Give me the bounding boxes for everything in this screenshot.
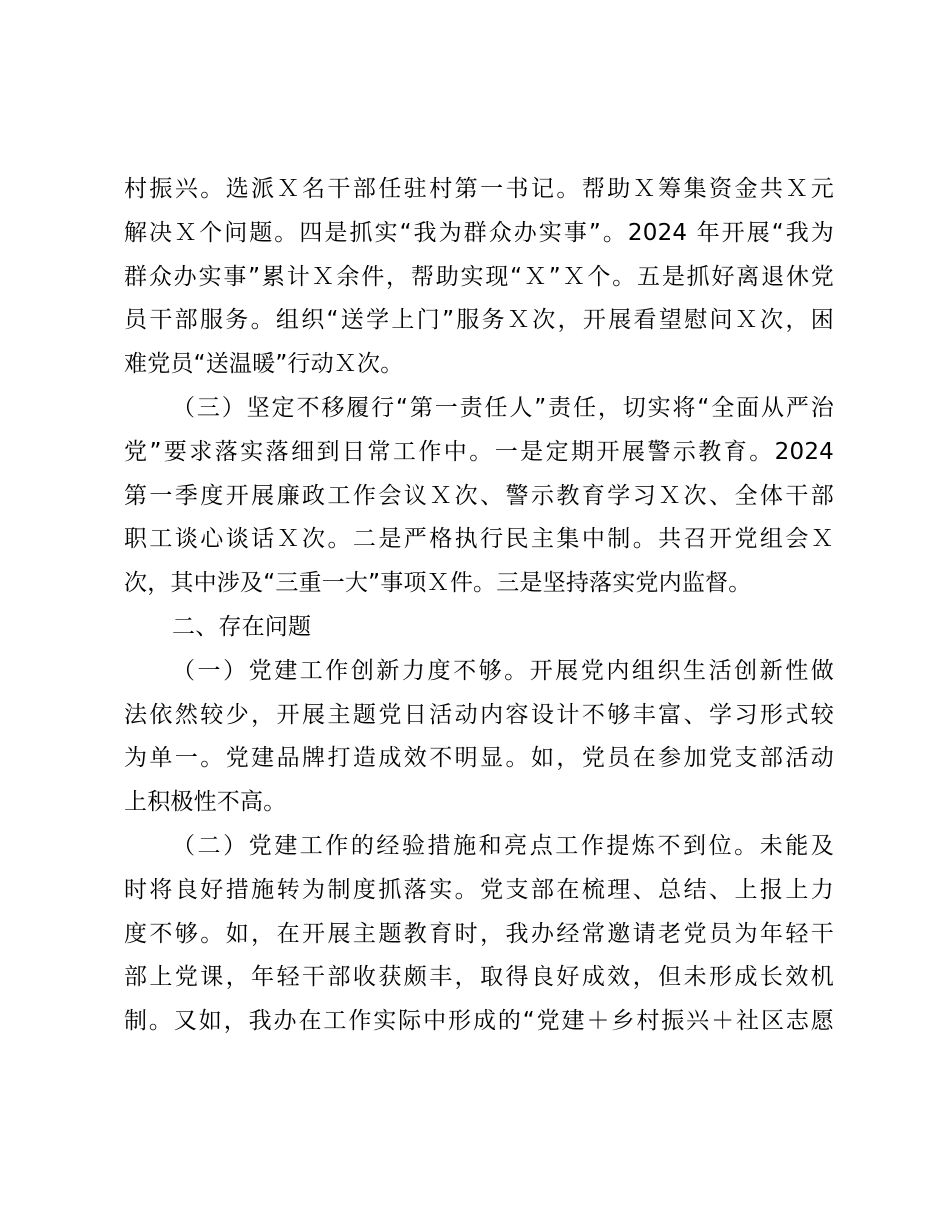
paragraph-line: 职工谈心谈话Ｘ次。二是严格执行民主集中制。共召开党组会Ｘ <box>124 526 834 553</box>
paragraph-line: （一）党建工作创新力度不够。开展党内组织生活创新性做 <box>172 657 834 684</box>
document-body <box>124 168 834 1044</box>
paragraph-line: 上积极性不高。 <box>124 789 287 816</box>
paragraph-line: 解决Ｘ个问题。四是抓实“我为群众办实事”。2024 年开展“我为 <box>124 219 834 246</box>
paragraph-line: 第一季度开展廉政工作会议Ｘ次、警示教育学习Ｘ次、全体干部 <box>124 482 834 509</box>
paragraph-line: 次，其中涉及“三重一大”事项Ｘ件。三是坚持落实党内监督。 <box>124 570 752 597</box>
paragraph-line: 时将良好措施转为制度抓落实。党支部在梳理、总结、上报上力 <box>124 876 834 903</box>
paragraph-line: 部上党课，年轻干部收获颇丰，取得良好成效，但未形成长效机 <box>124 964 834 991</box>
paragraph-line: 制。又如，我办在工作实际中形成的“党建＋乡村振兴＋社区志愿 <box>124 1008 834 1035</box>
paragraph-line: 员干部服务。组织“送学上门”服务Ｘ次，开展看望慰问Ｘ次，困 <box>124 307 834 334</box>
section-heading: 二、存在问题 <box>172 613 312 640</box>
paragraph-line: （三）坚定不移履行“第一责任人”责任，切实将“全面从严治 <box>172 394 834 421</box>
paragraph-line: 党”要求落实落细到日常工作中。一是定期开展警示教育。2024 <box>124 438 834 465</box>
paragraph-line: 村振兴。选派Ｘ名干部任驻村第一书记。帮助Ｘ筹集资金共Ｘ元 <box>124 176 834 202</box>
paragraph-line: 难党员“送温暖”行动Ｘ次。 <box>124 351 404 378</box>
paragraph-line: （二）党建工作的经验措施和亮点工作提炼不到位。未能及 <box>172 832 834 859</box>
paragraph-line: 群众办实事”累计Ｘ余件，帮助实现“Ｘ”Ｘ个。五是抓好离退休党 <box>124 263 834 290</box>
paragraph-line: 为单一。党建品牌打造成效不明显。如，党员在参加党支部活动 <box>124 745 834 772</box>
paragraph-line: 法依然较少，开展主题党日活动内容设计不够丰富、学习形式较 <box>124 701 834 728</box>
paragraph-line: 度不够。如，在开展主题教育时，我办经常邀请老党员为年轻干 <box>124 920 834 947</box>
